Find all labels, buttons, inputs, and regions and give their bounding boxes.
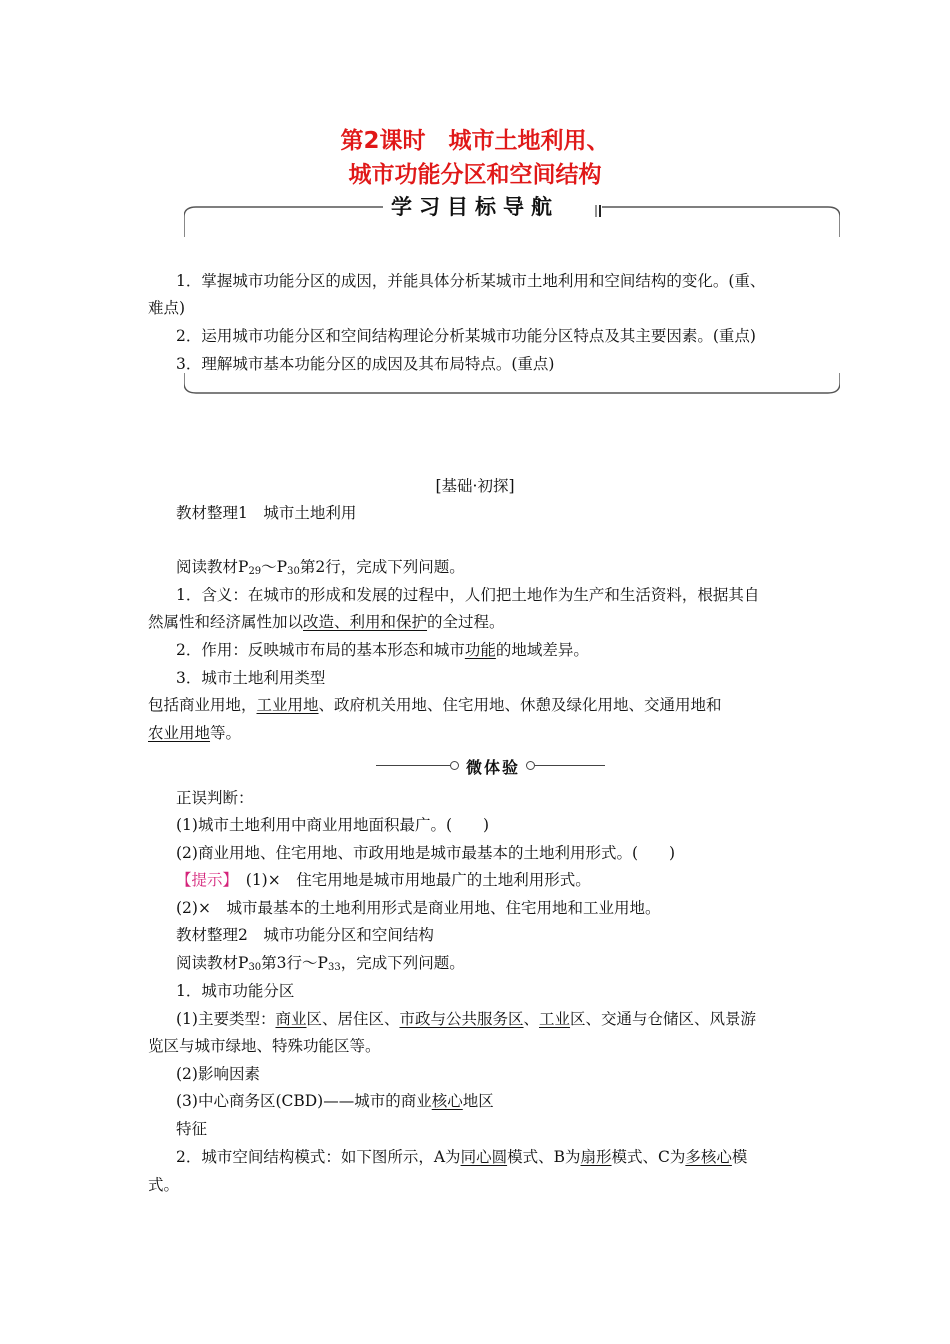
definition-cont: 然属性和经济属性加以改造、利用和保护的全过程。	[148, 613, 505, 631]
lesson-title-line1: 第2课时 城市土地利用、	[340, 128, 610, 154]
section-tag: [基础·初探]	[435, 477, 515, 495]
goal-1-cont: 难点)	[148, 299, 186, 317]
goal-3: 3．理解城市基本功能分区的成因及其布局特点。(重点)	[176, 355, 555, 373]
land-types-heading: 3．城市土地利用类型	[176, 669, 326, 687]
answer-2: (2)× 城市最基本的土地利用形式是商业用地、住宅用地和工业用地。	[176, 899, 661, 917]
answer-blank: 核心	[431, 1092, 463, 1110]
reading-instruction-1: 阅读教材$P_{29}\sim P_{30}$第2行，完成下列问题。	[176, 558, 465, 577]
answer-blank: 多核心	[685, 1148, 732, 1166]
answer-blank: 同心圆	[460, 1148, 508, 1166]
definition-line: 1．含义：在城市的形成和发展的过程中，人们把土地作为生产和生活资料，根据其自	[176, 586, 760, 604]
model-cont: 式。	[148, 1176, 180, 1194]
answer-blank: 功能	[464, 641, 496, 659]
goal-2: 2．运用城市功能分区和空间结构理论分析某城市功能分区特点及其主要因素。(重点)	[176, 327, 756, 345]
zoning-heading: 1．城市功能分区	[176, 982, 295, 1000]
hint-label: 【提示】	[176, 871, 231, 889]
goal-heading: 学习目标导航	[0, 191, 950, 221]
answer-blank: 工业用地	[256, 696, 319, 714]
material-heading-1: 教材整理1 城市土地利用	[176, 504, 357, 522]
factors-line: (2)影响因素	[176, 1065, 260, 1083]
answer-blank: 改造、利用和保护	[303, 613, 428, 631]
land-types-cont: 农业用地等。	[148, 724, 242, 742]
role-line: 2．作用：反映城市布局的基本形态和城市功能的地域差异。	[176, 641, 589, 659]
hint-line: 【提示】 (1)× 住宅用地是城市用地最广的土地利用形式。	[176, 871, 591, 889]
goal-1: 1．掌握城市功能分区的成因，并能具体分析某城市土地利用和空间结构的变化。(重、	[176, 272, 766, 290]
answer-blank: 商业	[275, 1010, 307, 1028]
material-heading-2: 教材整理2 城市功能分区和空间结构	[176, 926, 434, 944]
answer-blank: 市政与公共服务区	[399, 1010, 524, 1028]
feature-line: 特征	[176, 1120, 208, 1138]
answer-blank: 农业用地	[148, 724, 211, 742]
lesson-title-line2: 城市功能分区和空间结构	[348, 162, 602, 188]
mini-experience-divider: 微体验	[0, 755, 950, 775]
model-line: 2．城市空间结构模式：如下图所示，A为同心圆模式、B为扇形模式、C为多核心模	[176, 1148, 748, 1166]
zone-types-cont: 览区与城市绿地、特殊功能区等。	[148, 1037, 381, 1055]
cbd-line: (3)中心商务区(CBD)——城市的商业核心地区	[176, 1092, 494, 1110]
reading-instruction-2: 阅读教材$P_{30}$第3行$\sim P_{33}$，完成下列问题。	[176, 954, 465, 973]
question-1: (1)城市土地利用中商业用地面积最广。( )	[176, 816, 490, 834]
land-types-line: 包括商业用地，工业用地、政府机关用地、住宅用地、休憩及绿化用地、交通用地和	[148, 696, 722, 714]
question-2: (2)商业用地、住宅用地、市政用地是城市最基本的土地利用形式。( )	[176, 844, 676, 862]
zone-types-line: (1)主要类型：商业区、居住区、市政与公共服务区、工业区、交通与仓储区、风景游	[176, 1010, 757, 1028]
answer-blank: 工业	[539, 1010, 571, 1028]
judge-label: 正误判断：	[176, 789, 254, 807]
answer-blank: 扇形	[580, 1148, 612, 1166]
